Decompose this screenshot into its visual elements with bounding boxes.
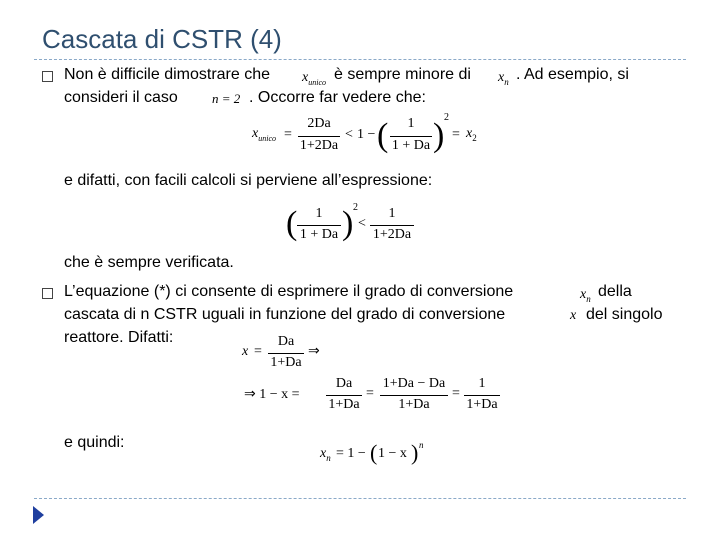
exponent-2: 2 bbox=[353, 202, 358, 213]
denominator-1pDa: 1 + Da bbox=[391, 138, 431, 153]
denominator-1pDa: 1+Da bbox=[328, 397, 360, 412]
paren-left: ( bbox=[377, 117, 389, 154]
equals-sign: = bbox=[366, 386, 374, 401]
fraction-bar bbox=[380, 395, 448, 396]
paragraph-verificata: che è sempre verificata. bbox=[64, 254, 234, 271]
slide-title: Cascata di CSTR (4) bbox=[42, 24, 282, 54]
subscript-unico: unico bbox=[258, 133, 276, 143]
subscript-n: n bbox=[586, 293, 591, 304]
x-symbol: x bbox=[242, 344, 249, 359]
subscript-2: 2 bbox=[472, 132, 477, 143]
subscript-unico: unico bbox=[308, 77, 326, 87]
fraction-bar bbox=[298, 136, 340, 137]
subscript-n: n bbox=[326, 452, 331, 463]
exponent-2: 2 bbox=[444, 112, 449, 123]
numerator-one: 1 bbox=[315, 206, 323, 221]
fraction-bar bbox=[464, 395, 500, 396]
exponent-n: n bbox=[419, 440, 424, 450]
inline-x-n bbox=[498, 70, 509, 87]
equation-x-def bbox=[242, 332, 352, 374]
paragraph-difatti: e difatti, con facili calcoli si perviene all’espressione: bbox=[64, 172, 433, 189]
inline-x-unico bbox=[302, 70, 326, 87]
equation-x-unico-lt-x2 bbox=[252, 112, 482, 162]
equals-sign: = bbox=[254, 344, 262, 359]
bullet1-text-d: consideri il caso bbox=[64, 89, 178, 106]
fraction-bar bbox=[390, 136, 432, 137]
denominator-1pDa: 1 + Da bbox=[299, 227, 339, 242]
inline-x-n bbox=[580, 287, 591, 304]
numerator-1pDa-minus-Da: 1+Da − Da bbox=[382, 376, 446, 391]
denominator-1p2Da: 1+2Da bbox=[299, 138, 339, 153]
fraction-bar bbox=[370, 225, 414, 226]
fraction-bar bbox=[326, 395, 362, 396]
equals-sign: = bbox=[284, 127, 292, 142]
paren-left: ( bbox=[370, 440, 378, 465]
x-symbol: x bbox=[498, 70, 505, 85]
equals-one-minus: = 1 − bbox=[336, 446, 366, 461]
denominator-1pDa: 1+Da bbox=[466, 397, 498, 412]
paragraph-quindi: e quindi: bbox=[64, 434, 125, 451]
equation-one-minus-x bbox=[244, 374, 504, 416]
equation-inequality bbox=[286, 202, 426, 252]
x-symbol: x bbox=[320, 446, 327, 461]
bullet-marker bbox=[42, 71, 53, 82]
bullet1-text-a: Non è difficile dimostrare che bbox=[64, 66, 271, 83]
paren-right: ) bbox=[433, 117, 445, 154]
bullet2-text-a: L’equazione (*) ci consente di esprimere il grado di conversione bbox=[64, 283, 514, 300]
bullet-marker bbox=[42, 288, 53, 299]
numerator-one: 1 bbox=[478, 376, 486, 391]
implies-arrow-icon: ⇒ bbox=[308, 344, 320, 359]
denominator-1pDa: 1+Da bbox=[398, 397, 430, 412]
bullet2-text-c: cascata di n CSTR uguali in funzione del grado di conversione bbox=[64, 306, 506, 323]
equals-sign: = bbox=[452, 127, 460, 142]
numerator-one: 1 bbox=[388, 206, 396, 221]
subscript-n: n bbox=[504, 76, 509, 87]
bullet1-text-e: . Occorre far vedere che: bbox=[249, 89, 426, 106]
paren-right: ) bbox=[411, 440, 419, 465]
x-symbol: x bbox=[252, 126, 259, 141]
numerator-2Da: 2Da bbox=[307, 116, 331, 131]
numerator-one: 1 bbox=[407, 116, 415, 131]
less-than-sign: < bbox=[358, 216, 366, 231]
paren-right: ) bbox=[342, 205, 354, 242]
bullet2-text-e: reattore. Difatti: bbox=[64, 329, 174, 346]
bullet1-text-b: è sempre minore di bbox=[334, 66, 471, 83]
title-divider bbox=[34, 59, 686, 60]
fraction-bar bbox=[268, 353, 304, 354]
x-symbol: x bbox=[302, 70, 309, 85]
bullet2-text-d: del singolo bbox=[586, 306, 663, 323]
bullet1-text-c: . Ad esempio, si bbox=[516, 66, 629, 83]
denominator-1p2Da: 1+2Da bbox=[372, 227, 412, 242]
inline-n-equals-2: n = 2 bbox=[212, 91, 241, 106]
implies-one-minus-x: ⇒ 1 − x = bbox=[244, 387, 300, 402]
less-than-sign: < bbox=[345, 127, 353, 142]
one-minus: 1 − bbox=[357, 127, 376, 142]
equals-sign: = bbox=[452, 386, 460, 401]
denominator-1pDa: 1+Da bbox=[270, 355, 302, 370]
footer-divider bbox=[34, 498, 686, 499]
numerator-Da: Da bbox=[335, 376, 353, 391]
paren-left: ( bbox=[286, 205, 298, 242]
one-minus-x: 1 − x bbox=[378, 446, 407, 461]
bullet2-text-b: della bbox=[598, 283, 632, 300]
x-symbol: x bbox=[466, 126, 473, 141]
x-symbol: x bbox=[580, 287, 587, 302]
equation-xn bbox=[320, 440, 430, 470]
numerator-Da: Da bbox=[277, 334, 295, 349]
inline-x: x bbox=[570, 308, 577, 323]
play-arrow-icon[interactable] bbox=[33, 506, 44, 524]
fraction-bar bbox=[297, 225, 341, 226]
